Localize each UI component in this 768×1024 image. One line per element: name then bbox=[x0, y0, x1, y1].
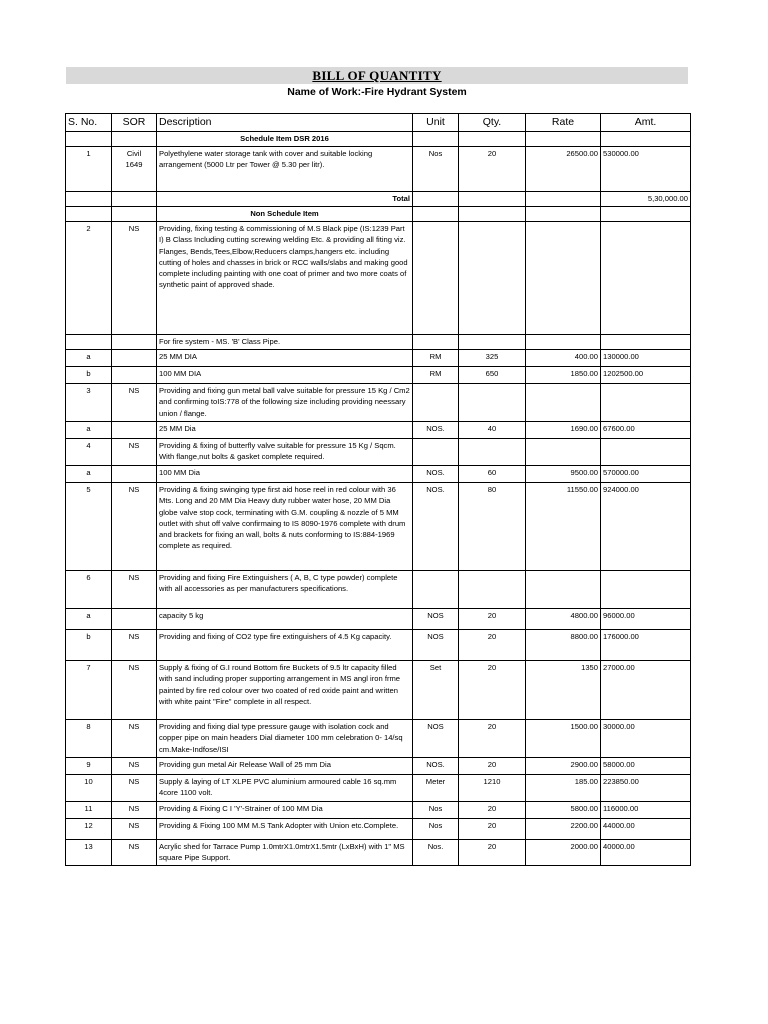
table-row bbox=[66, 350, 691, 367]
table-row bbox=[66, 630, 691, 661]
cell-amount bbox=[601, 571, 691, 609]
cell-rate: 2200.00 bbox=[526, 819, 601, 840]
cell-description: 100 MM DIA bbox=[157, 367, 413, 384]
table-row bbox=[66, 720, 691, 758]
cell-description: Acrylic shed for Tarrace Pump 1.0mtrX1.0mtrX1.5mtr (LxBxH) with 1" MS square Pipe Support. bbox=[157, 840, 413, 866]
col-unit: Unit bbox=[413, 114, 459, 132]
table-row bbox=[66, 466, 691, 483]
cell-qty: 60 bbox=[459, 466, 526, 483]
cell-rate: 26500.00 bbox=[526, 147, 601, 192]
cell-sno bbox=[66, 335, 112, 350]
cell-sno: 12 bbox=[66, 819, 112, 840]
col-sno: S. No. bbox=[66, 114, 112, 132]
cell-description: Providing & Fixing C I 'Y'-Strainer of 100 MM Dia bbox=[157, 802, 413, 819]
cell-empty bbox=[526, 192, 601, 207]
cell-rate: 400.00 bbox=[526, 350, 601, 367]
cell-unit: RM bbox=[413, 350, 459, 367]
cell-qty: 20 bbox=[459, 720, 526, 758]
cell-rate: 9500.00 bbox=[526, 466, 601, 483]
table-row bbox=[66, 367, 691, 384]
cell-sno: 13 bbox=[66, 840, 112, 866]
cell-sno: 11 bbox=[66, 802, 112, 819]
cell-empty bbox=[526, 207, 601, 222]
cell-qty: 20 bbox=[459, 147, 526, 192]
cell-sno: 10 bbox=[66, 775, 112, 802]
cell-sno: 3 bbox=[66, 384, 112, 422]
cell-unit bbox=[413, 384, 459, 422]
cell-sno: a bbox=[66, 466, 112, 483]
cell-rate: 2900.00 bbox=[526, 758, 601, 775]
cell-unit: Nos bbox=[413, 819, 459, 840]
cell-empty bbox=[601, 132, 691, 147]
cell-rate bbox=[526, 439, 601, 466]
cell-sno: 9 bbox=[66, 758, 112, 775]
cell-amount: 570000.00 bbox=[601, 466, 691, 483]
cell-sor: NS bbox=[112, 720, 157, 758]
cell-amount bbox=[601, 439, 691, 466]
cell-amount: 130000.00 bbox=[601, 350, 691, 367]
cell-qty: 20 bbox=[459, 661, 526, 720]
header-row bbox=[66, 114, 691, 132]
cell-sor bbox=[112, 422, 157, 439]
cell-unit: NOS. bbox=[413, 758, 459, 775]
cell-sno: 7 bbox=[66, 661, 112, 720]
section-heading: Non Schedule Item bbox=[157, 207, 413, 222]
cell-amount: 96000.00 bbox=[601, 609, 691, 630]
cell-sor: NS bbox=[112, 758, 157, 775]
cell-sno: 2 bbox=[66, 222, 112, 335]
cell-amount bbox=[601, 384, 691, 422]
cell-unit: NOS. bbox=[413, 483, 459, 571]
cell-empty bbox=[526, 132, 601, 147]
cell-unit: Nos bbox=[413, 147, 459, 192]
cell-unit bbox=[413, 335, 459, 350]
cell-qty: 20 bbox=[459, 819, 526, 840]
cell-amount: 176000.00 bbox=[601, 630, 691, 661]
cell-rate bbox=[526, 335, 601, 350]
cell-sor: NS bbox=[112, 439, 157, 466]
cell-unit: Meter bbox=[413, 775, 459, 802]
table-row bbox=[66, 147, 691, 192]
cell-sno: b bbox=[66, 367, 112, 384]
cell-qty: 20 bbox=[459, 802, 526, 819]
cell-amount: 30000.00 bbox=[601, 720, 691, 758]
document-title: BILL OF QUANTITY bbox=[312, 68, 442, 83]
cell-sor: Civil 1649 bbox=[112, 147, 157, 192]
cell-amount: 44000.00 bbox=[601, 819, 691, 840]
cell-empty bbox=[413, 192, 459, 207]
cell-qty: 80 bbox=[459, 483, 526, 571]
cell-qty bbox=[459, 439, 526, 466]
cell-empty bbox=[601, 207, 691, 222]
cell-description: 25 MM DIA bbox=[157, 350, 413, 367]
cell-amount: 116000.00 bbox=[601, 802, 691, 819]
cell-sno: 4 bbox=[66, 439, 112, 466]
cell-description: Providing and fixing dial type pressure gauge with isolation cock and copper pipe on main headers Dial diameter 100 mm celebration 0- 14/sq cm.Make-Indfose/ISI bbox=[157, 720, 413, 758]
cell-sor: NS bbox=[112, 222, 157, 335]
cell-qty bbox=[459, 222, 526, 335]
cell-empty bbox=[459, 132, 526, 147]
section-heading: Schedule Item DSR 2016 bbox=[157, 132, 413, 147]
cell-unit: NOS bbox=[413, 720, 459, 758]
col-rate: Rate bbox=[526, 114, 601, 132]
table-row bbox=[66, 819, 691, 840]
cell-rate: 2000.00 bbox=[526, 840, 601, 866]
cell-description: Providing, fixing testing & commissioning of M.S Black pipe (IS:1239 Part I) B Class Including cutting screwing welding Etc. & providing all fiting viz. Flanges, Bends,Tees,Elbow,Reducers clamps,hangers etc. including cutting of holes and chasses in brick or RCC walls/slabs and making good complete including painting with one coat of primer and two more coats of synthetic paint of approved shade. bbox=[157, 222, 413, 335]
cell-amount: 67600.00 bbox=[601, 422, 691, 439]
cell-qty: 20 bbox=[459, 609, 526, 630]
cell-unit bbox=[413, 222, 459, 335]
cell-qty: 20 bbox=[459, 840, 526, 866]
cell-qty: 20 bbox=[459, 630, 526, 661]
cell-empty bbox=[66, 192, 112, 207]
cell-unit: NOS. bbox=[413, 422, 459, 439]
cell-sno: a bbox=[66, 350, 112, 367]
cell-sor bbox=[112, 466, 157, 483]
cell-description: Supply & fixing of G.I round Bottom fire Buckets of 9.5 ltr capacity filled with sand including proper supporting arrangement in MS angl iron frme painted by fire red colour over two coated of red oxide paint and written with white paint "Fire" complete in all respect. bbox=[157, 661, 413, 720]
col-qty: Qty. bbox=[459, 114, 526, 132]
table-row bbox=[66, 661, 691, 720]
total-row bbox=[66, 192, 691, 207]
cell-sor bbox=[112, 350, 157, 367]
cell-description: For fire system - MS. 'B' Class Pipe. bbox=[157, 335, 413, 350]
cell-empty bbox=[459, 192, 526, 207]
cell-amount: 924000.00 bbox=[601, 483, 691, 571]
cell-unit: Nos. bbox=[413, 840, 459, 866]
cell-rate: 185.00 bbox=[526, 775, 601, 802]
cell-rate: 8800.00 bbox=[526, 630, 601, 661]
cell-unit bbox=[413, 439, 459, 466]
cell-description: 100 MM Dia bbox=[157, 466, 413, 483]
cell-sor: NS bbox=[112, 384, 157, 422]
col-sor: SOR bbox=[112, 114, 157, 132]
table-row bbox=[66, 335, 691, 350]
cell-qty: 650 bbox=[459, 367, 526, 384]
cell-description: Providing & fixing swinging type first aid hose reel in red colour with 36 Mts. Long and 20 MM Dia Heavy duty rubber water hose, 20 MM Dia globe valve stop cock, terminating with G.M. coupling & nozzle of 5 MM outlet with shut off valve confirmaing to IS 8090-1976 complete with drum and brackets for fixing an wall, bolts & nuts conforming to IS:884-1969 complete as required. bbox=[157, 483, 413, 571]
table-row bbox=[66, 840, 691, 866]
cell-sor: NS bbox=[112, 483, 157, 571]
cell-unit: NOS. bbox=[413, 466, 459, 483]
cell-amount: 40000.00 bbox=[601, 840, 691, 866]
cell-description: Providing & fixing of butterfly valve suitable for pressure 15 Kg / Sqcm. With flange,nut bolts & gasket complete required. bbox=[157, 439, 413, 466]
cell-unit: NOS bbox=[413, 630, 459, 661]
cell-description: Providing & Fixing 100 MM M.S Tank Adopter with Union etc.Complete. bbox=[157, 819, 413, 840]
cell-rate: 5800.00 bbox=[526, 802, 601, 819]
cell-empty bbox=[459, 207, 526, 222]
section-row bbox=[66, 132, 691, 147]
cell-unit: NOS bbox=[413, 609, 459, 630]
cell-description: Providing and fixing Fire Extinguishers ( A, B, C type powder) complete with all accessories as per manufacturers specifications. bbox=[157, 571, 413, 609]
cell-amount: 27000.00 bbox=[601, 661, 691, 720]
cell-sor bbox=[112, 609, 157, 630]
cell-amount bbox=[601, 222, 691, 335]
bill-of-quantity-table bbox=[65, 113, 691, 866]
cell-unit: Set bbox=[413, 661, 459, 720]
table-row bbox=[66, 775, 691, 802]
cell-empty bbox=[112, 207, 157, 222]
title-bar bbox=[66, 67, 688, 84]
cell-empty bbox=[66, 132, 112, 147]
cell-rate: 11550.00 bbox=[526, 483, 601, 571]
table-row bbox=[66, 758, 691, 775]
cell-empty bbox=[413, 132, 459, 147]
cell-description: Polyethylene water storage tank with cover and suitable locking arrangement (5000 Ltr per Tower @ 5.30 per litr). bbox=[157, 147, 413, 192]
cell-sno: 6 bbox=[66, 571, 112, 609]
cell-qty bbox=[459, 335, 526, 350]
cell-qty bbox=[459, 384, 526, 422]
table-body bbox=[66, 132, 691, 866]
col-amount: Amt. bbox=[601, 114, 691, 132]
cell-rate: 1500.00 bbox=[526, 720, 601, 758]
table-row bbox=[66, 439, 691, 466]
work-name: Name of Work:-Fire Hydrant System bbox=[287, 86, 467, 98]
cell-description: Providing and fixing gun metal ball valve suitable for pressure 15 Kg / Cm2 and confirming toIS:778 of the following size including providing neessary union / flange. bbox=[157, 384, 413, 422]
cell-description: Providing gun metal Air Release Wall of 25 mm Dia bbox=[157, 758, 413, 775]
cell-description: Supply & laying of LT XLPE PVC aluminium armoured cable 16 sq.mm 4core 1100 volt. bbox=[157, 775, 413, 802]
cell-description: 25 MM Dia bbox=[157, 422, 413, 439]
cell-amount: 530000.00 bbox=[601, 147, 691, 192]
cell-sor bbox=[112, 367, 157, 384]
cell-sor: NS bbox=[112, 775, 157, 802]
table-row bbox=[66, 222, 691, 335]
cell-rate: 1350 bbox=[526, 661, 601, 720]
cell-sno: a bbox=[66, 609, 112, 630]
cell-rate bbox=[526, 384, 601, 422]
cell-sno: a bbox=[66, 422, 112, 439]
cell-sor: NS bbox=[112, 802, 157, 819]
cell-sno: b bbox=[66, 630, 112, 661]
cell-qty: 20 bbox=[459, 758, 526, 775]
cell-description: Providing and fixing of CO2 type fire extinguishers of 4.5 Kg capacity. bbox=[157, 630, 413, 661]
cell-amount: 58000.00 bbox=[601, 758, 691, 775]
cell-amount bbox=[601, 335, 691, 350]
cell-unit: Nos bbox=[413, 802, 459, 819]
table-row bbox=[66, 571, 691, 609]
cell-amount: 1202500.00 bbox=[601, 367, 691, 384]
cell-empty bbox=[66, 207, 112, 222]
table-row bbox=[66, 483, 691, 571]
cell-sno: 8 bbox=[66, 720, 112, 758]
table-row bbox=[66, 422, 691, 439]
cell-sor bbox=[112, 335, 157, 350]
cell-description: capacity 5 kg bbox=[157, 609, 413, 630]
cell-unit bbox=[413, 571, 459, 609]
section-row bbox=[66, 207, 691, 222]
cell-unit: RM bbox=[413, 367, 459, 384]
cell-rate: 1850.00 bbox=[526, 367, 601, 384]
cell-sno: 5 bbox=[66, 483, 112, 571]
table-row bbox=[66, 384, 691, 422]
cell-rate: 1690.00 bbox=[526, 422, 601, 439]
cell-empty bbox=[112, 192, 157, 207]
cell-rate: 4800.00 bbox=[526, 609, 601, 630]
cell-rate bbox=[526, 571, 601, 609]
cell-qty: 325 bbox=[459, 350, 526, 367]
col-description: Description bbox=[157, 114, 413, 132]
cell-sor: NS bbox=[112, 630, 157, 661]
table-row bbox=[66, 609, 691, 630]
cell-qty bbox=[459, 571, 526, 609]
cell-sno: 1 bbox=[66, 147, 112, 192]
cell-amount: 223850.00 bbox=[601, 775, 691, 802]
total-label: Total bbox=[157, 192, 413, 207]
cell-sor: NS bbox=[112, 819, 157, 840]
cell-empty bbox=[413, 207, 459, 222]
cell-rate bbox=[526, 222, 601, 335]
cell-qty: 40 bbox=[459, 422, 526, 439]
cell-qty: 1210 bbox=[459, 775, 526, 802]
cell-sor: NS bbox=[112, 840, 157, 866]
cell-empty bbox=[112, 132, 157, 147]
cell-sor: NS bbox=[112, 571, 157, 609]
cell-sor: NS bbox=[112, 661, 157, 720]
table-row bbox=[66, 802, 691, 819]
total-amount: 5,30,000.00 bbox=[601, 192, 691, 207]
